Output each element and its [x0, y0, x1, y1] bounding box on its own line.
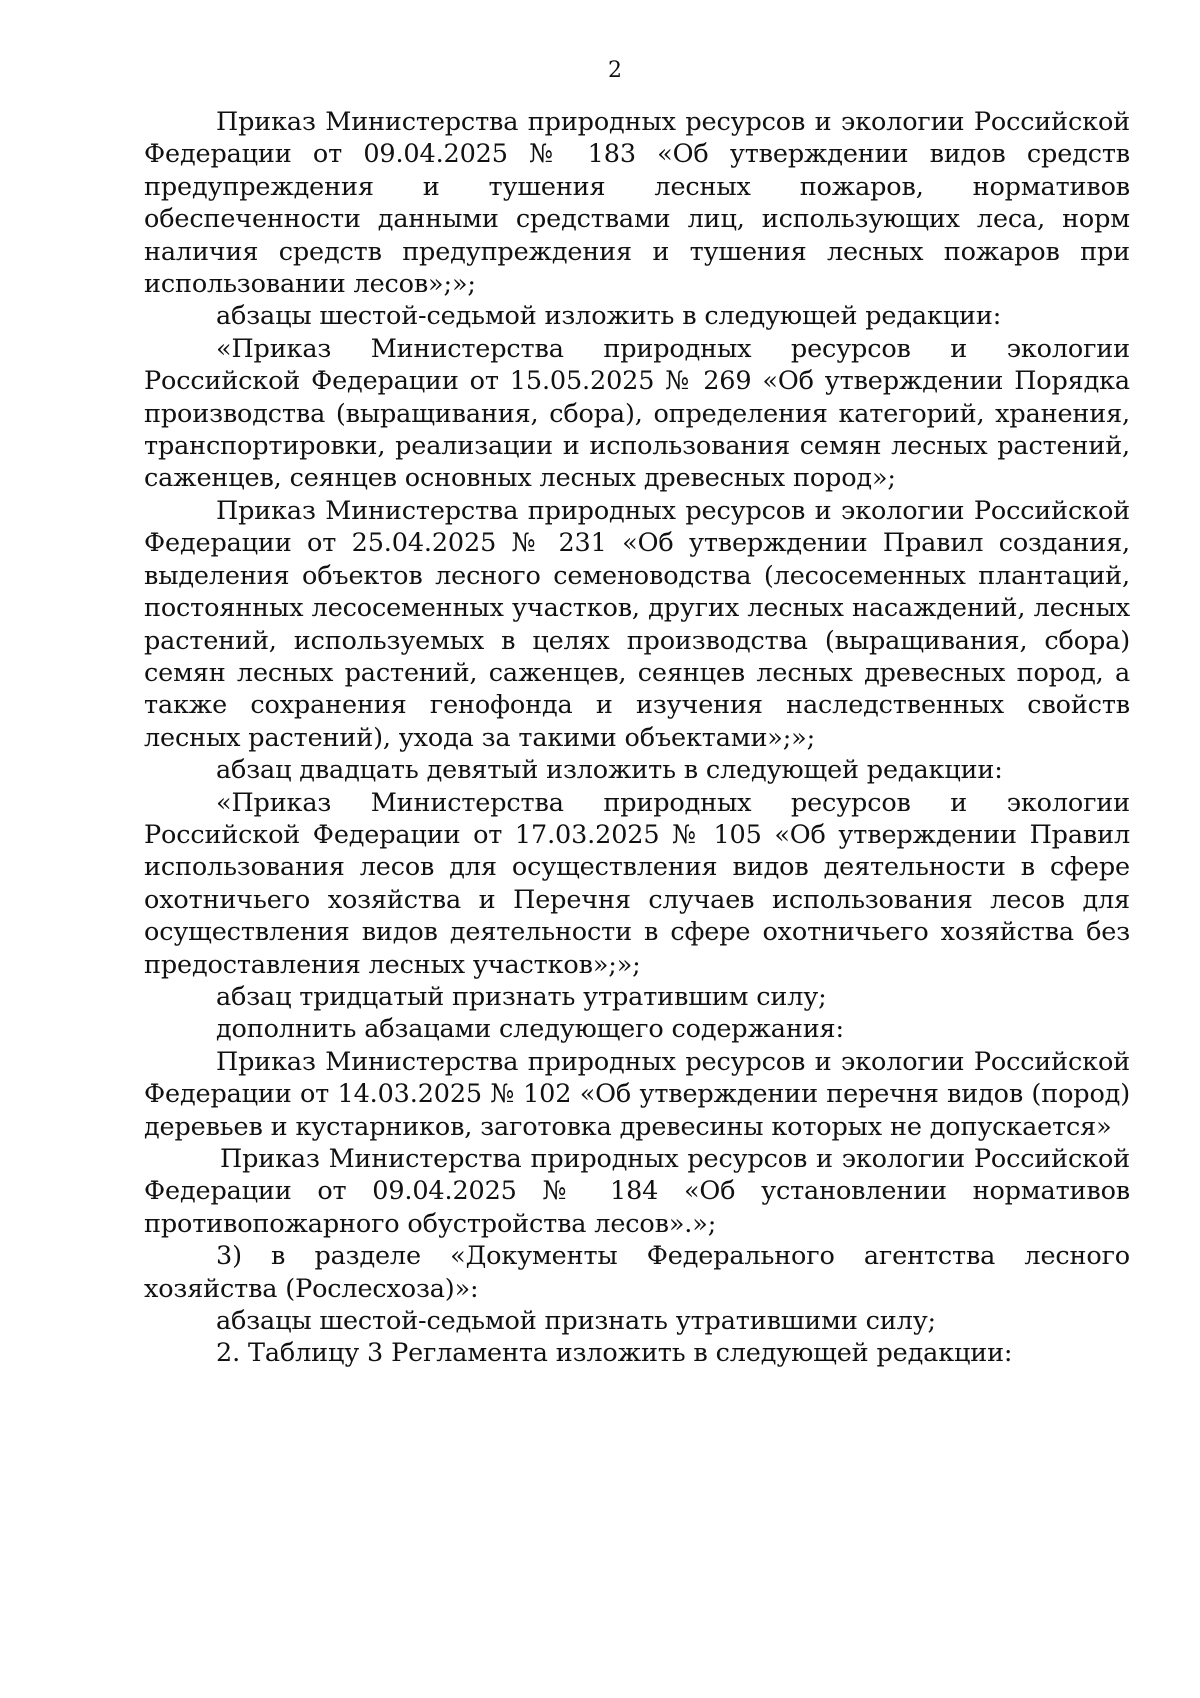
paragraph: Приказ Министерства природных ресурсов и экологии Российской Федерации от 09.04.2025 № 183 «Об утверждении видов средств предупреждения и тушения лесных пожаров, нормативов обеспеченности данными средствами лиц, использующих леса, норм наличия средств предупреждения и тушения лесных пожаров при использовании лесов»;»;	[144, 107, 1130, 300]
paragraph: «Приказ Министерства природных ресурсов и экологии Российской Федерации от 17.03.2025 № 105 «Об утверждении Правил использования лесов для осуществления видов деятельности в сфере охотничьего хозяйства и Перечня случаев использования лесов для осуществления видов деятельности в сфере охотничьего хозяйства без предоставления лесных участков»;»;	[144, 787, 1130, 980]
document-page	[144, 56, 1130, 1370]
paragraph: дополнить абзацами следующего содержания:	[216, 1014, 844, 1045]
paragraph: Приказ Министерства природных ресурсов и экологии Российской Федерации от 09.04.2025 № 184 «Об установлении нормативов противопожарного обустройства лесов».»;	[144, 1144, 1130, 1239]
paragraph: абзацы шестой-седьмой признать утратившими силу;	[216, 1306, 936, 1337]
page-number: 2	[608, 58, 622, 83]
paragraph: 3) в разделе «Документы Федерального агентства лесного хозяйства (Рослесхоза)»:	[144, 1241, 1130, 1304]
paragraph: «Приказ Министерства природных ресурсов и экологии Российской Федерации от 15.05.2025 № 269 «Об утверждении Порядка производства (выращивания, сбора), определения категорий, хранения, транспортировки, реализации и использования семян лесных растений, саженцев, сеянцев основных лесных древесных пород»;	[144, 333, 1130, 494]
paragraph: Приказ Министерства природных ресурсов и экологии Российской Федерации от 25.04.2025 № 231 «Об утверждении Правил создания, выделения объектов лесного семеноводства (лесосеменных плантаций, постоянных лесосеменных участков, других лесных насаждений, лесных растений, используемых в целях производства (выращивания, сбора) семян лесных растений, саженцев, сеянцев лесных древесных пород, а также сохранения генофонда и изучения наследственных свойств лесных растений), ухода за такими объектами»;»;	[144, 495, 1130, 753]
paragraph: Приказ Министерства природных ресурсов и экологии Российской Федерации от 14.03.2025 № 102 «Об утверждении перечня видов (пород) деревьев и кустарников, заготовка древесины которых не допускается»	[144, 1046, 1130, 1142]
paragraph: абзац двадцать девятый изложить в следующей редакции:	[216, 755, 1003, 786]
paragraph: абзац тридцатый признать утратившим силу;	[216, 981, 827, 1012]
paragraph: 2. Таблицу 3 Регламента изложить в следующей редакции:	[216, 1338, 1013, 1369]
paragraph: абзацы шестой-седьмой изложить в следующей редакции:	[216, 301, 1002, 332]
